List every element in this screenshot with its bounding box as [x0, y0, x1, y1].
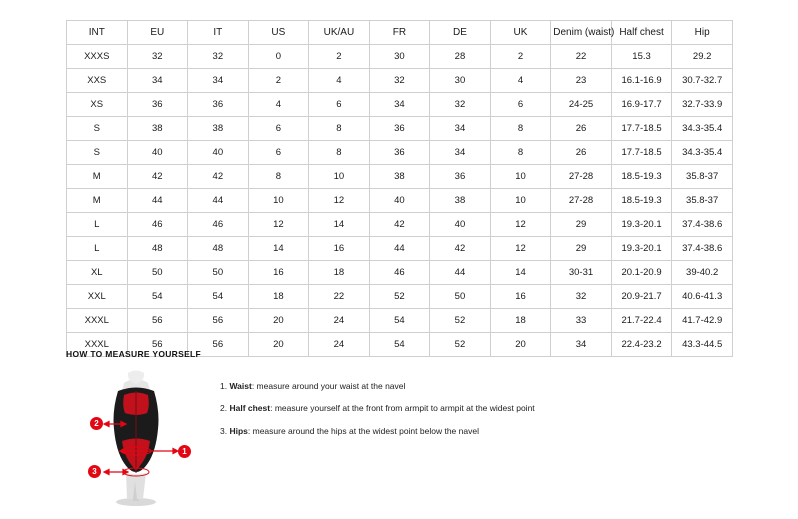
- table-cell: 10: [490, 165, 551, 189]
- table-cell: 56: [188, 333, 249, 357]
- table-cell: L: [67, 213, 128, 237]
- table-cell: 44: [430, 261, 491, 285]
- table-cell: 36: [430, 165, 491, 189]
- table-cell: 52: [430, 333, 491, 357]
- table-row: [67, 93, 733, 117]
- table-cell: L: [67, 237, 128, 261]
- table-cell: 42: [127, 165, 188, 189]
- measure-marker-2: 2: [90, 417, 103, 430]
- table-cell: 30: [369, 45, 430, 69]
- table-cell: 42: [430, 237, 491, 261]
- table-cell: 43.3-44.5: [672, 333, 733, 357]
- table-cell: 50: [127, 261, 188, 285]
- measure-note: [220, 403, 535, 414]
- table-cell: 4: [309, 69, 370, 93]
- column-header: US: [248, 21, 309, 45]
- table-cell: 16.9-17.7: [611, 93, 672, 117]
- table-cell: 54: [369, 333, 430, 357]
- table-row: [67, 69, 733, 93]
- how-to-measure-section: [66, 349, 746, 509]
- table-cell: 48: [188, 237, 249, 261]
- table-cell: XS: [67, 93, 128, 117]
- table-cell: 50: [430, 285, 491, 309]
- table-cell: 12: [490, 213, 551, 237]
- table-cell: 12: [490, 237, 551, 261]
- table-cell: 26: [551, 117, 612, 141]
- table-cell: 17.7-18.5: [611, 141, 672, 165]
- table-cell: 34: [551, 333, 612, 357]
- table-cell: 6: [248, 117, 309, 141]
- table-row: [67, 237, 733, 261]
- table-cell: 10: [309, 165, 370, 189]
- table-cell: 36: [188, 93, 249, 117]
- mannequin-figure: [66, 369, 196, 509]
- table-cell: XXXS: [67, 45, 128, 69]
- table-cell: 30: [430, 69, 491, 93]
- table-cell: XXL: [67, 285, 128, 309]
- table-cell: 0: [248, 45, 309, 69]
- table-cell: 4: [490, 69, 551, 93]
- table-cell: 23: [551, 69, 612, 93]
- table-cell: 40: [127, 141, 188, 165]
- table-cell: 38: [127, 117, 188, 141]
- table-cell: 29.2: [672, 45, 733, 69]
- table-cell: 34.3-35.4: [672, 141, 733, 165]
- table-cell: 18.5-19.3: [611, 189, 672, 213]
- measure-marker-3: 3: [88, 465, 101, 478]
- table-cell: 54: [188, 285, 249, 309]
- table-cell: 35.8-37: [672, 189, 733, 213]
- measure-notes-list: [220, 369, 535, 448]
- table-cell: 34: [430, 117, 491, 141]
- table-row: [67, 285, 733, 309]
- table-cell: S: [67, 141, 128, 165]
- table-cell: M: [67, 189, 128, 213]
- table-cell: 24: [309, 333, 370, 357]
- measure-note-text: : measure around the hips at the widest point below the navel: [247, 425, 479, 436]
- column-header: FR: [369, 21, 430, 45]
- column-header: UK/AU: [309, 21, 370, 45]
- measure-note-number: 3.: [220, 425, 228, 436]
- table-cell: 21.7-22.4: [611, 309, 672, 333]
- table-cell: 42: [369, 213, 430, 237]
- table-cell: 38: [369, 165, 430, 189]
- measure-note-text: : measure around your waist at the navel: [251, 381, 406, 391]
- column-header: Half chest: [611, 21, 672, 45]
- table-header-row: [67, 21, 733, 45]
- table-row: [67, 141, 733, 165]
- column-header: UK: [490, 21, 551, 45]
- table-cell: 8: [490, 141, 551, 165]
- table-cell: 36: [369, 141, 430, 165]
- measure-note-number: 2.: [220, 403, 228, 414]
- table-row: [67, 45, 733, 69]
- table-cell: 41.7-42.9: [672, 309, 733, 333]
- table-cell: 28: [430, 45, 491, 69]
- measure-note-term: Half chest: [229, 403, 271, 414]
- table-cell: 6: [309, 93, 370, 117]
- size-chart-container: [66, 20, 733, 357]
- table-cell: M: [67, 165, 128, 189]
- table-cell: XL: [67, 261, 128, 285]
- table-cell: 44: [369, 237, 430, 261]
- table-cell: 32.7-33.9: [672, 93, 733, 117]
- table-cell: 18: [309, 261, 370, 285]
- table-cell: 6: [248, 141, 309, 165]
- table-row: [67, 213, 733, 237]
- table-cell: 56: [127, 333, 188, 357]
- table-cell: 20: [490, 333, 551, 357]
- table-cell: 39-40.2: [672, 261, 733, 285]
- table-cell: 52: [369, 285, 430, 309]
- table-cell: 40: [369, 189, 430, 213]
- table-row: [67, 261, 733, 285]
- table-row: [67, 309, 733, 333]
- table-cell: 48: [127, 237, 188, 261]
- table-cell: 19.3-20.1: [611, 237, 672, 261]
- table-cell: 20.1-20.9: [611, 261, 672, 285]
- table-header: [67, 21, 733, 45]
- measure-note-number: 1.: [220, 381, 228, 391]
- table-cell: 27-28: [551, 165, 612, 189]
- table-cell: 56: [127, 309, 188, 333]
- measure-marker-1: 1: [178, 445, 191, 458]
- measure-note: [220, 426, 535, 437]
- table-cell: 37.4-38.6: [672, 213, 733, 237]
- column-header: Hip: [672, 21, 733, 45]
- table-body: [67, 45, 733, 357]
- table-cell: 50: [188, 261, 249, 285]
- table-cell: 26: [551, 141, 612, 165]
- table-cell: 38: [188, 117, 249, 141]
- table-cell: 34: [430, 141, 491, 165]
- table-cell: 37.4-38.6: [672, 237, 733, 261]
- table-cell: 14: [248, 237, 309, 261]
- measure-note-term: Waist: [229, 381, 252, 391]
- table-cell: 22: [551, 45, 612, 69]
- table-cell: 2: [309, 45, 370, 69]
- table-cell: 8: [248, 165, 309, 189]
- table-cell: 18: [490, 309, 551, 333]
- table-cell: 36: [369, 117, 430, 141]
- table-cell: 16.1-16.9: [611, 69, 672, 93]
- table-cell: 20: [248, 309, 309, 333]
- table-cell: 16: [248, 261, 309, 285]
- table-row: [67, 117, 733, 141]
- table-cell: 18.5-19.3: [611, 165, 672, 189]
- table-cell: 32: [430, 93, 491, 117]
- table-cell: 18: [248, 285, 309, 309]
- table-row: [67, 165, 733, 189]
- table-cell: 44: [188, 189, 249, 213]
- table-cell: 12: [248, 213, 309, 237]
- table-cell: 15.3: [611, 45, 672, 69]
- table-cell: 4: [248, 93, 309, 117]
- column-header: DE: [430, 21, 491, 45]
- table-cell: 12: [309, 189, 370, 213]
- column-header: EU: [127, 21, 188, 45]
- table-cell: 30-31: [551, 261, 612, 285]
- table-cell: 24: [309, 309, 370, 333]
- table-cell: 32: [127, 45, 188, 69]
- table-cell: 56: [188, 309, 249, 333]
- table-cell: 40.6-41.3: [672, 285, 733, 309]
- table-cell: 6: [490, 93, 551, 117]
- table-cell: 38: [430, 189, 491, 213]
- table-cell: 24-25: [551, 93, 612, 117]
- table-cell: XXXL: [67, 333, 128, 357]
- table-row: [67, 189, 733, 213]
- table-cell: 16: [490, 285, 551, 309]
- table-cell: 52: [430, 309, 491, 333]
- table-cell: XXXL: [67, 309, 128, 333]
- table-cell: 34: [127, 69, 188, 93]
- table-cell: 30.7-32.7: [672, 69, 733, 93]
- table-cell: 44: [127, 189, 188, 213]
- mannequin-illustration: [66, 369, 196, 509]
- table-cell: 10: [490, 189, 551, 213]
- table-cell: 14: [490, 261, 551, 285]
- table-cell: 22.4-23.2: [611, 333, 672, 357]
- table-cell: 33: [551, 309, 612, 333]
- table-cell: 8: [309, 141, 370, 165]
- table-cell: 42: [188, 165, 249, 189]
- table-cell: 54: [127, 285, 188, 309]
- column-header: INT: [67, 21, 128, 45]
- table-cell: 19.3-20.1: [611, 213, 672, 237]
- column-header: Denim (waist): [551, 21, 612, 45]
- measure-note-term: Hips: [229, 425, 248, 436]
- table-cell: 27-28: [551, 189, 612, 213]
- measure-note-text: : measure yourself at the front from armpit to armpit at the widest point: [270, 403, 535, 414]
- table-cell: 36: [127, 93, 188, 117]
- table-cell: 34: [188, 69, 249, 93]
- measure-note: [220, 381, 535, 392]
- table-cell: S: [67, 117, 128, 141]
- table-cell: 17.7-18.5: [611, 117, 672, 141]
- table-cell: 32: [369, 69, 430, 93]
- table-cell: 20: [248, 333, 309, 357]
- table-cell: 34.3-35.4: [672, 117, 733, 141]
- table-cell: 2: [490, 45, 551, 69]
- table-cell: 8: [309, 117, 370, 141]
- table-cell: 16: [309, 237, 370, 261]
- table-cell: XXS: [67, 69, 128, 93]
- table-cell: 34: [369, 93, 430, 117]
- column-header: IT: [188, 21, 249, 45]
- table-cell: 22: [309, 285, 370, 309]
- table-cell: 46: [188, 213, 249, 237]
- table-cell: 2: [248, 69, 309, 93]
- table-cell: 10: [248, 189, 309, 213]
- how-to-measure-body: [66, 369, 746, 509]
- table-cell: 40: [188, 141, 249, 165]
- table-cell: 35.8-37: [672, 165, 733, 189]
- table-cell: 32: [188, 45, 249, 69]
- how-to-measure-title: HOW TO MEASURE YOURSELF: [66, 349, 202, 359]
- table-cell: 54: [369, 309, 430, 333]
- size-chart-table: [66, 20, 733, 357]
- table-cell: 40: [430, 213, 491, 237]
- table-cell: 29: [551, 213, 612, 237]
- table-cell: 29: [551, 237, 612, 261]
- table-cell: 14: [309, 213, 370, 237]
- table-cell: 8: [490, 117, 551, 141]
- table-cell: 20.9-21.7: [611, 285, 672, 309]
- table-cell: 46: [369, 261, 430, 285]
- table-cell: 32: [551, 285, 612, 309]
- table-cell: 46: [127, 213, 188, 237]
